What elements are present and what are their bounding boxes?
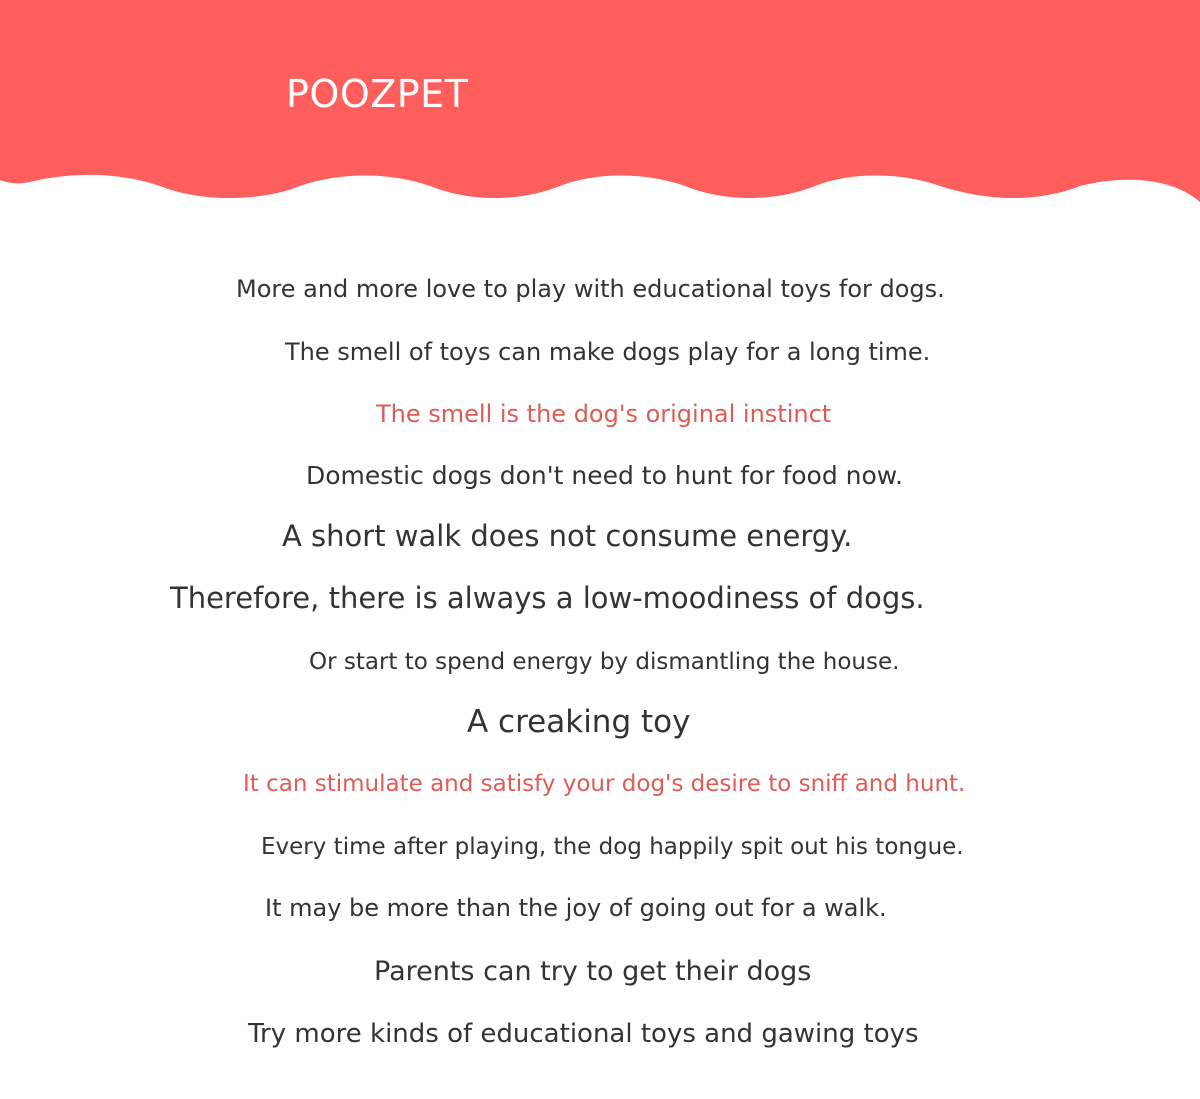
text-line-7: Or start to spend energy by dismantling the house. [309, 649, 900, 675]
text-line-12: Parents can try to get their dogs [374, 956, 812, 987]
text-line-4: Domestic dogs don't need to hunt for food now. [306, 461, 903, 490]
text-line-1: More and more love to play with educational toys for dogs. [236, 275, 945, 303]
text-line-8: A creaking toy [467, 704, 691, 740]
text-line-5: A short walk does not consume energy. [282, 519, 853, 553]
brand-title: POOZPET [286, 72, 469, 116]
highlight-line-sniff: It can stimulate and satisfy your dog's desire to sniff and hunt. [243, 771, 966, 797]
highlight-line-instinct: The smell is the dog's original instinct [376, 400, 832, 428]
text-line-11: It may be more than the joy of going out for a walk. [265, 894, 887, 922]
text-line-2: The smell of toys can make dogs play for a long time. [285, 338, 931, 366]
text-line-10: Every time after playing, the dog happily spit out his tongue. [261, 834, 964, 860]
text-line-6: Therefore, there is always a low-moodiness of dogs. [170, 581, 925, 615]
header-banner [0, 0, 1200, 215]
wavy-banner-background [0, 0, 1200, 215]
text-line-13: Try more kinds of educational toys and gawing toys [248, 1019, 919, 1049]
